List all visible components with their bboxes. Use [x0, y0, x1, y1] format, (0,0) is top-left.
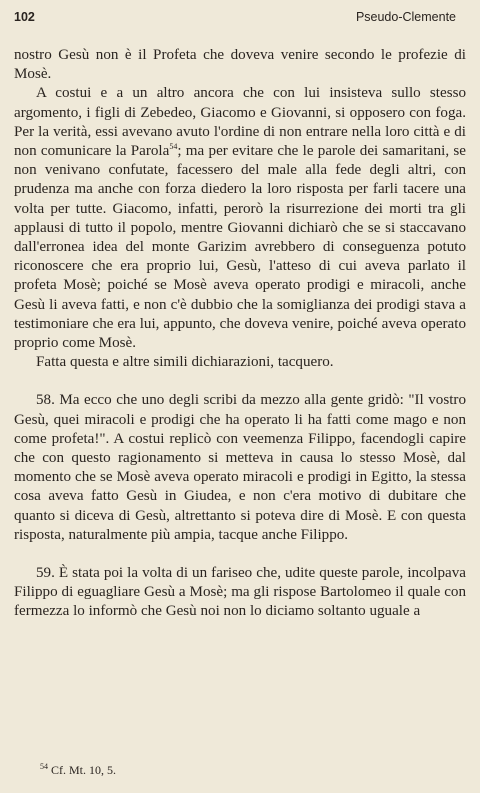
- paragraph-continuation: [14, 46, 466, 84]
- page-header: [14, 6, 466, 28]
- paragraph-text: ; ma per evitare che le parole dei samaritani, se non venivano confutate, facessero del male alla fede degli altri, con prudenza ma anche con forza diedero la loro risposta per farli tacere una volta per tutte. Giacomo, infatti, perorò la risurrezione dei morti tra gli applausi di tutto il popolo, mentre Giovanni dichiarò che se si staccavano dall'erronea idea del monte Garizim avrebbero di conseguenza potuto riconoscere che era proprio lui, Gesù, l'atteso di cui aveva parlato il profeta Mosè; poiché se Mosè aveva operato prodigi e miracoli, anche Gesù li aveva fatti, e non c'è dubbio che la somiglianza dei prodigi stava a testimoniare che era lui, appunto, che doveva venire, poiché aveva operato proprio come Mosè.: [14, 143, 466, 352]
- paragraph: [14, 84, 466, 353]
- paragraph-section-58: [14, 391, 466, 545]
- paragraph: [14, 353, 466, 372]
- footnote-marker: 54: [40, 762, 48, 771]
- paragraph-text: 59. È stata poi la volta di un fariseo che, udite queste parole, incolpava Filippo di eguagliare Gesù a Mosè; ma gli rispose Bartolomeo il quale con fermezza lo informò che Gesù noi non lo diciamo soltanto uguale a: [14, 565, 466, 620]
- paragraph-text: A costui e a un altro ancora che con lui insisteva sullo stesso argomento, i figli di Zebedeo, Giacomo e Giovanni, si opposero con foga. Per la verità, essi avevano avuto l'ordine di non entrare nella loro città e di non comunicare la Parola: [14, 85, 466, 160]
- paragraph-section-59: [14, 564, 466, 622]
- footnote-reference: 54: [169, 141, 178, 151]
- paragraph-text: Fatta questa e altre simili dichiarazioni, tacquero.: [36, 354, 334, 371]
- running-title: Pseudo-Clemente: [355, 10, 456, 24]
- main-text: [14, 46, 466, 622]
- paragraph-text: nostro Gesù non è il Profeta che doveva venire secondo le profezie di Mosè.: [14, 47, 466, 83]
- footnote: [40, 763, 116, 778]
- footnote-text: Cf. Mt. 10, 5.: [51, 763, 117, 777]
- paragraph-text: 58. Ma ecco che uno degli scribi da mezzo alla gente gridò: "Il vostro Gesù, quei miracoli e prodigi che ha operato li ha fatti come mago e non come profeta!". A costui replicò con veemenza Filippo, facendogli capire che con questo ragionamento si metteva in causa lo stesso Mosè, dal momento che se Mosè aveva operato miracoli e prodigi in Egitto, la stessa cosa aveva fatto Gesù in Giudea, e non c'era motivo di dubitare che quanto si diceva di Gesù, altrettanto si poteva dire di Mosè. E con questa risposta, naturalmente più ampia, tacque anche Filippo.: [14, 392, 466, 543]
- page-number: 102: [14, 10, 35, 24]
